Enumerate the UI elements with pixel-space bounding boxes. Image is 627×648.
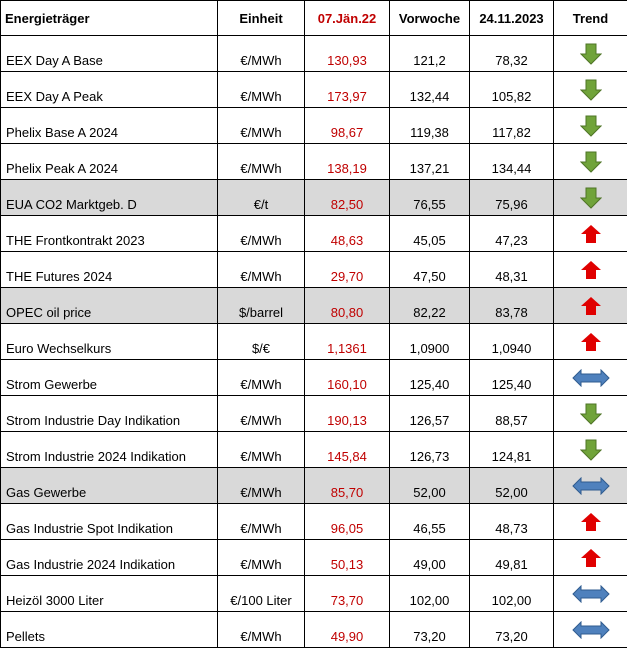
- header-current-date: 07.Jän.22: [305, 1, 390, 36]
- unit-cell: €/MWh: [218, 396, 305, 432]
- up-arrow-icon: [580, 332, 602, 352]
- energy-carrier-cell: Strom Industrie Day Indikation: [1, 396, 218, 432]
- previous-week-cell: 46,55: [390, 504, 470, 540]
- current-value-cell: 1,1361: [305, 324, 390, 360]
- trend-cell: [554, 144, 627, 180]
- energy-carrier-cell: Phelix Base A 2024: [1, 108, 218, 144]
- reference-value-cell: 47,23: [470, 216, 554, 252]
- energy-carrier-cell: Gas Industrie Spot Indikation: [1, 504, 218, 540]
- reference-value-cell: 102,00: [470, 576, 554, 612]
- trend-cell: [554, 540, 627, 576]
- current-value-cell: 85,70: [305, 468, 390, 504]
- energy-carrier-cell: Pellets: [1, 612, 218, 648]
- current-value-cell: 80,80: [305, 288, 390, 324]
- up-arrow-icon: [580, 548, 602, 568]
- trend-cell: [554, 252, 627, 288]
- unit-cell: €/MWh: [218, 72, 305, 108]
- unit-cell: €/MWh: [218, 612, 305, 648]
- energy-carrier-cell: EEX Day A Peak: [1, 72, 218, 108]
- down-arrow-icon: [580, 43, 602, 65]
- down-arrow-icon: [580, 187, 602, 209]
- current-value-cell: 138,19: [305, 144, 390, 180]
- table-row: [1, 324, 627, 360]
- energy-carrier-cell: EUA CO2 Marktgeb. D: [1, 180, 218, 216]
- unit-cell: $/€: [218, 324, 305, 360]
- energy-carrier-cell: Gas Gewerbe: [1, 468, 218, 504]
- down-arrow-icon: [580, 79, 602, 101]
- trend-cell: [554, 180, 627, 216]
- energy-carrier-cell: Heizöl 3000 Liter: [1, 576, 218, 612]
- current-value-cell: 96,05: [305, 504, 390, 540]
- current-value-cell: 49,90: [305, 612, 390, 648]
- reference-value-cell: 48,73: [470, 504, 554, 540]
- reference-value-cell: 134,44: [470, 144, 554, 180]
- table-row: [1, 108, 627, 144]
- header-unit: Einheit: [218, 1, 305, 36]
- up-arrow-icon: [580, 260, 602, 280]
- previous-week-cell: 126,57: [390, 396, 470, 432]
- header-previous-week: Vorwoche: [390, 1, 470, 36]
- unit-cell: $/barrel: [218, 288, 305, 324]
- trend-cell: [554, 468, 627, 504]
- current-value-cell: 98,67: [305, 108, 390, 144]
- table-row: [1, 180, 627, 216]
- unit-cell: €/MWh: [218, 504, 305, 540]
- current-value-cell: 48,63: [305, 216, 390, 252]
- reference-value-cell: 88,57: [470, 396, 554, 432]
- reference-value-cell: 83,78: [470, 288, 554, 324]
- trend-cell: [554, 432, 627, 468]
- reference-value-cell: 117,82: [470, 108, 554, 144]
- trend-cell: [554, 396, 627, 432]
- current-value-cell: 73,70: [305, 576, 390, 612]
- table-row: [1, 612, 627, 648]
- current-value-cell: 50,13: [305, 540, 390, 576]
- current-value-cell: 29,70: [305, 252, 390, 288]
- up-arrow-icon: [580, 512, 602, 532]
- unit-cell: €/MWh: [218, 144, 305, 180]
- energy-carrier-cell: Euro Wechselkurs: [1, 324, 218, 360]
- energy-carrier-cell: THE Frontkontrakt 2023: [1, 216, 218, 252]
- previous-week-cell: 137,21: [390, 144, 470, 180]
- unit-cell: €/t: [218, 180, 305, 216]
- down-arrow-icon: [580, 403, 602, 425]
- current-value-cell: 130,93: [305, 36, 390, 72]
- previous-week-cell: 76,55: [390, 180, 470, 216]
- reference-value-cell: 125,40: [470, 360, 554, 396]
- header-reference-date: 24.11.2023: [470, 1, 554, 36]
- unit-cell: €/MWh: [218, 540, 305, 576]
- energy-carrier-cell: Phelix Peak A 2024: [1, 144, 218, 180]
- previous-week-cell: 126,73: [390, 432, 470, 468]
- unit-cell: €/MWh: [218, 216, 305, 252]
- table-row: [1, 504, 627, 540]
- trend-cell: [554, 504, 627, 540]
- table-row: [1, 252, 627, 288]
- previous-week-cell: 102,00: [390, 576, 470, 612]
- reference-value-cell: 48,31: [470, 252, 554, 288]
- reference-value-cell: 49,81: [470, 540, 554, 576]
- down-arrow-icon: [580, 439, 602, 461]
- previous-week-cell: 125,40: [390, 360, 470, 396]
- trend-cell: [554, 216, 627, 252]
- energy-carrier-cell: OPEC oil price: [1, 288, 218, 324]
- previous-week-cell: 73,20: [390, 612, 470, 648]
- current-value-cell: 145,84: [305, 432, 390, 468]
- energy-carrier-cell: Strom Industrie 2024 Indikation: [1, 432, 218, 468]
- trend-cell: [554, 324, 627, 360]
- table-row: [1, 216, 627, 252]
- current-value-cell: 82,50: [305, 180, 390, 216]
- unit-cell: €/MWh: [218, 36, 305, 72]
- previous-week-cell: 121,2: [390, 36, 470, 72]
- reference-value-cell: 1,0940: [470, 324, 554, 360]
- reference-value-cell: 75,96: [470, 180, 554, 216]
- energy-carrier-cell: EEX Day A Base: [1, 36, 218, 72]
- unit-cell: €/MWh: [218, 432, 305, 468]
- energy-carrier-cell: Gas Industrie 2024 Indikation: [1, 540, 218, 576]
- unit-cell: €/MWh: [218, 108, 305, 144]
- table-row: [1, 432, 627, 468]
- previous-week-cell: 1,0900: [390, 324, 470, 360]
- table-row: [1, 288, 627, 324]
- reference-value-cell: 124,81: [470, 432, 554, 468]
- unit-cell: €/100 Liter: [218, 576, 305, 612]
- reference-value-cell: 78,32: [470, 36, 554, 72]
- trend-cell: [554, 612, 627, 648]
- reference-value-cell: 73,20: [470, 612, 554, 648]
- unit-cell: €/MWh: [218, 252, 305, 288]
- reference-value-cell: 52,00: [470, 468, 554, 504]
- table-row: [1, 144, 627, 180]
- table-row: [1, 396, 627, 432]
- energy-carrier-cell: Strom Gewerbe: [1, 360, 218, 396]
- header-energy-carrier: Energieträger: [1, 1, 218, 36]
- energy-carrier-cell: THE Futures 2024: [1, 252, 218, 288]
- up-arrow-icon: [580, 296, 602, 316]
- trend-cell: [554, 360, 627, 396]
- current-value-cell: 160,10: [305, 360, 390, 396]
- trend-cell: [554, 72, 627, 108]
- table-row: [1, 72, 627, 108]
- header-row: [1, 1, 627, 36]
- previous-week-cell: 45,05: [390, 216, 470, 252]
- trend-cell: [554, 288, 627, 324]
- previous-week-cell: 82,22: [390, 288, 470, 324]
- current-value-cell: 173,97: [305, 72, 390, 108]
- left-right-arrow-icon: [572, 477, 610, 495]
- down-arrow-icon: [580, 115, 602, 137]
- current-value-cell: 190,13: [305, 396, 390, 432]
- unit-cell: €/MWh: [218, 360, 305, 396]
- header-trend: Trend: [554, 1, 627, 36]
- table-row: [1, 468, 627, 504]
- previous-week-cell: 132,44: [390, 72, 470, 108]
- unit-cell: €/MWh: [218, 468, 305, 504]
- previous-week-cell: 52,00: [390, 468, 470, 504]
- trend-cell: [554, 36, 627, 72]
- left-right-arrow-icon: [572, 369, 610, 387]
- previous-week-cell: 47,50: [390, 252, 470, 288]
- table-row: [1, 540, 627, 576]
- previous-week-cell: 119,38: [390, 108, 470, 144]
- table-row: [1, 360, 627, 396]
- up-arrow-icon: [580, 224, 602, 244]
- left-right-arrow-icon: [572, 621, 610, 639]
- trend-cell: [554, 108, 627, 144]
- table-row: [1, 36, 627, 72]
- reference-value-cell: 105,82: [470, 72, 554, 108]
- down-arrow-icon: [580, 151, 602, 173]
- previous-week-cell: 49,00: [390, 540, 470, 576]
